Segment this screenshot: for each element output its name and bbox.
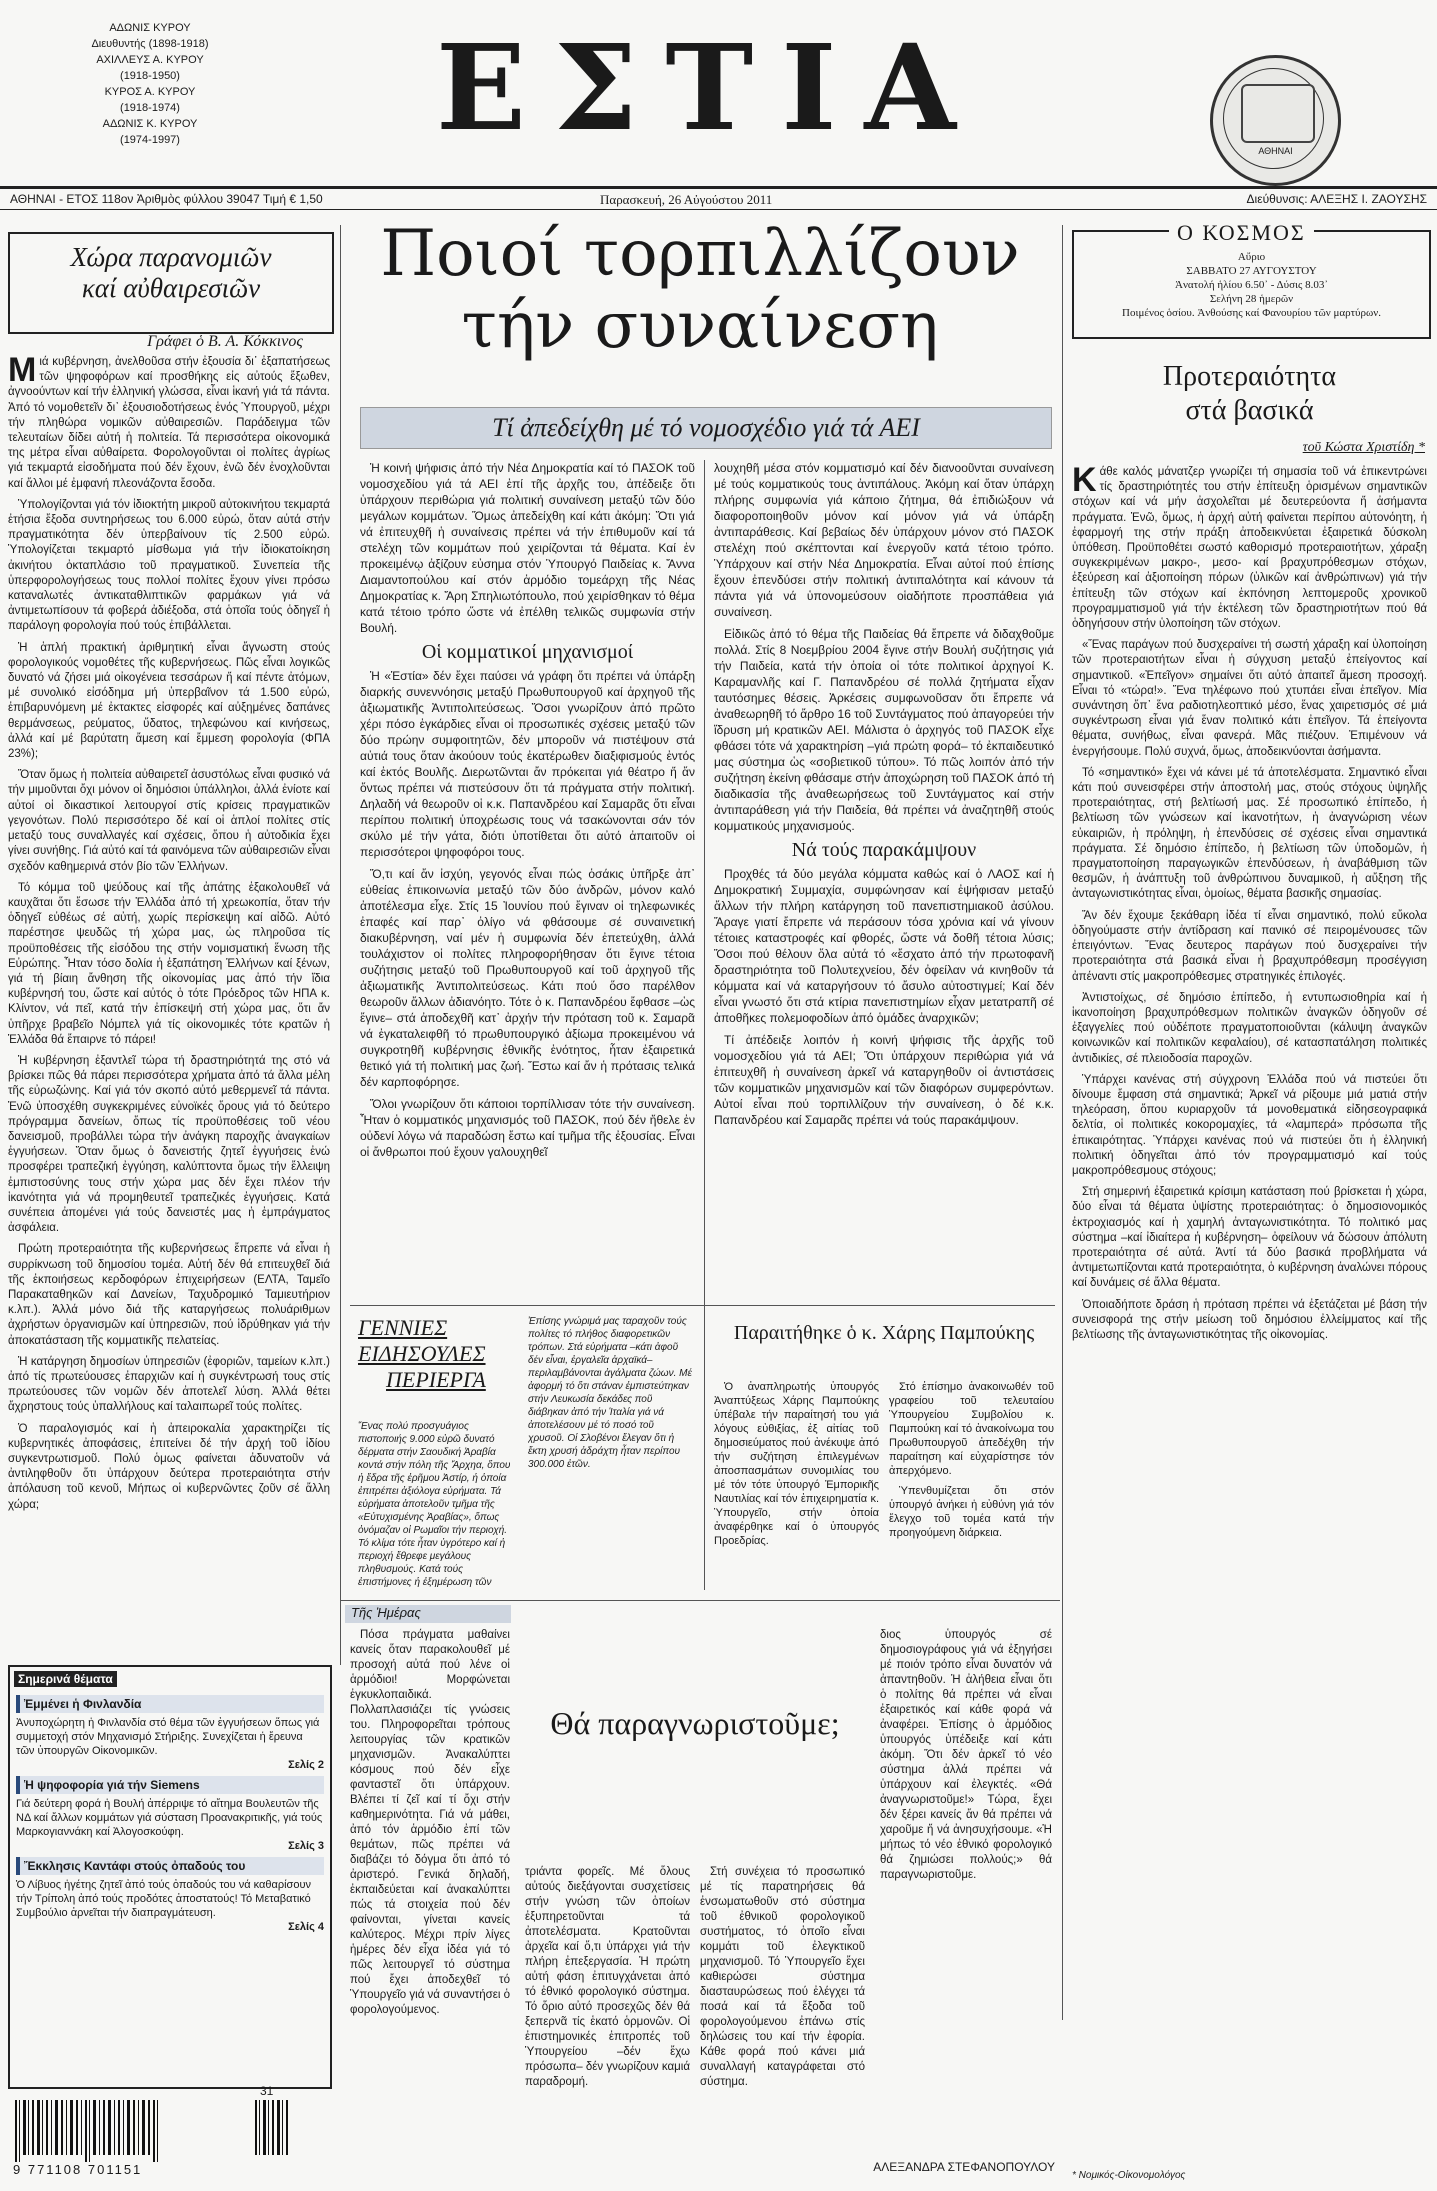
item-tag: Ἔκκλησις Καντάφι στούς ὀπαδούς του: [16, 1857, 324, 1875]
founder-line: ΑΧΙΛΛΕΥΣ Α. ΚΥΡΟΥ: [96, 54, 204, 66]
founder-line: ΑΔΩΝΙΣ Κ. ΚΥΡΟΥ: [102, 118, 198, 130]
paragraph: Ὁ παραλογισμός καί ἡ ἀπειροκαλία χαρακτηρίζει τίς κυβερνητικές ἀποφάσεις, ἐπιτείνει δέ τήν ἀρχή τοῦ ἰδίου συγκεντρωτισμοῦ. Πολύ ὁμως φαίνεται ἀδυνατοῦν νά ἀντιληφθοῦν ὅτι ὑπάρχουν δεύτερα προτεραιότητα στήν ἀπόλαυση τοῦ κενοῦ, Μήπως οἱ κυβερνῶντες ζοῦν σέ ἄλλη χώρα;: [8, 1422, 330, 1511]
gennies-title-1: ΓΕΝΝΙΕΣ: [358, 1315, 448, 1340]
paragraph: Εἰδικῶς ἀπό τό θέμα τῆς Παιδείας θά ἔπρεπε νά διδαχθοῦμε πολλά. Στίς 8 Νοεμβρίου 2004 ἔγινε στήν Βουλή συζήτησις γιά τήν Παιδεία, κατά τήν ὁποία οἱ τότε πολιτικοί ἀρχηγοί Κ. Καραμανλῆς καί Γ. Παπανδρέου σέ πολλά ζητήματα εἶχαν ταυτόσημες θέσεις. Ἀρκέσεις συμφωνοῦσαν ὅτι ἔπρεπε νά ἀναθεωρηθῆ τό ἄρθρο 16 τοῦ Συντάγματος πού ἀπαγορεύει τήν ἵδρυση μή κρατικῶν ΑΕΙ. Μάλιστα ὁ ἀρχηγός τοῦ ΠΑΣΟΚ εἶχε φθάσει τότε νά χαρακτηρίση –γιά πρώτη φορά– τό ἐκπαιδευτικό μας σύστημα ὡς «σοβιετικοῦ τύπου». Τό πῶς λοιπόν ἀπό τήν συζήτηση ἐκείνη φθάσαμε στήν ἀποχώρηση τοῦ ΠΑΣΟΚ ἀπό τή διαδικασία τῆς ἀναθεωρήσεως τοῦ Συντάγματος καί στήν ἀντιπαράθεση γιά τήν Παιδεία, θά πρέπει νά ἀναζητηθῆ στούς κομματικούς μηχανισμούς.: [714, 627, 1054, 833]
imeras-col-2: [525, 1865, 690, 2175]
simerina-title[interactable]: Σημερινά θέματα: [14, 1671, 117, 1687]
main-article-col-1: [360, 460, 695, 1320]
issue-number: ΑΘΗΝΑΙ - ΕΤΟΣ 118ον Ἀριθμὸς φύλλου 39047 Τιμή € 1,50: [10, 192, 323, 206]
simerina-box: [8, 1665, 332, 2089]
item-text: Ἀνυποχώρητη ἡ Φινλανδία στό θέμα τῶν ἐγγυήσεων ὅπως γιά συμμετοχή στόν Μηχανισμό Στήριξης. Συνεχίζεται ἡ ἔρευνα τῶν ὑπουργῶν Οἰκονομικῶν.: [16, 1717, 320, 1757]
paragraph: άθε καλός μάνατζερ γνωρίζει τή σημασία τοῦ νά ἐπικεντρώνει τίς δραστηριότητές του στήν ἐπίτευξη ὁρισμένων σημαντικῶν στόχων καί νά μήν ἀσχολεῖται μέ δευτερεύοντα ἤ ἀσήμαντα πράγματα. Ἐνῶ, ὅμως, ἡ ἀρχή αὐτή φαίνεται περίπου αὐτονόητη, ἡ ἐφαρμογή της στήν πράξη ἀποδεικνύεται ἐξαιρετικά δύσκολη ὑπόθεση. Προϋποθέτει σωστό καθορισμό προτεραιοτήτων, χάραξη συγκεκριμένων μακρο-, μεσο- καί βραχυπρόθεσμων στόχων, ἐξεύρεση καί ἀξιοποίηση πόρων (ὑλικῶν καί ἀνθρώπινων) γιά τήν ἐπίτευξη τῶν στόχων καί ἐκπόνηση λεπτομεροῦς χρονικοῦ προγραμματισμοῦ γιά τήν ἐκτέλεση τῶν δραστηριοτήτων πού θά ὁδηγήσουν στήν ὑλοποίηση τῶν στόχων.: [1072, 466, 1427, 631]
seal-word: ΑΘΗΝΑΙ: [1258, 146, 1293, 156]
right-article-footnote: * Νομικός-Οἰκονομολόγος: [1072, 2170, 1186, 2181]
left-article-title-2: καί αὐθαιρεσιῶν: [81, 273, 261, 303]
athena-seal-icon: [1210, 55, 1341, 186]
paragraph: Στό ἐπίσημο ἀνακοινωθέν τοῦ γραφείου τοῦ τελευταίου Ὑπουργείου Συμβολίου κ. Παμπούκη καί τό ἀνακοίνωμα του Πρωθυπουργοῦ ἀπεδέχθη τήν παραίτηση καί εὐχαρίστησε τόν ἀπερχόμενο.: [889, 1381, 1054, 1477]
imeras-col-4: [880, 1628, 1052, 2148]
paragraph: «Ἕνας παράγων πού δυσχεραίνει τή σωστή χάραξη καί ὑλοποίηση τῶν προτεραιοτήτων εἶναι ἡ σύγχυση μεταξύ ἐπείγοντος καί σημαντικοῦ. «Ἐπεῖγον» σημαίνει ὅτι αὐτό ἀπαιτεῖ ἄμεση προσοχή. Εἶναι τό «τώρα!». Ἕνα τηλέφωνο πού χτυπάει εἶναι ἐπεῖγον. Μία συνάντηση ὅπ᾽ ἕνα ραδιοτηλεοπτικό μέσο, ἕνας χαιρετισμός σέ μιά συγκέντρωση εἶναι γιά ἕναν πολιτικό κάτι ἐπεῖγον. Τά ἐπείγοντα θέματα, συνήθως, εἶναι φανερά. Μᾶς πιέζουν. Ἐπιμένουν νά ἐνεργήσουμε. Πολύ συχνά, ὅμως, ἀποδεικνύονται ἀσήμαντα.: [1072, 639, 1427, 758]
paragraph: Ἡ κατάργηση δημοσίων ὑπηρεσιῶν (ἐφοριῶν, ταμείων κ.λπ.) ἀπό τίς πρωτεύουσες ἐπαρχιῶν καί ἡ συγκέντρωσή τους στίς πρωτεύουσες τῶν νομῶν δέν ἀποτελεῖ λύση. Ἀλλά θέτει ἄχρηστους τούς ὑπαλλήλους καί ταλαιπωρεῖ τούς πολίτες.: [8, 1355, 330, 1414]
imeras-author: ΑΛΕΞΑΝΔΡΑ ΣΤΕΦΑΝΟΠΟΥΛΟΥ: [873, 2160, 1055, 2174]
kosmos-line: Αὔριο: [1237, 251, 1266, 263]
item-text: Ὁ Λίβυος ἡγέτης ζητεῖ ἀπό τούς ὀπαδούς του νά καθαρίσουν τήν Τρίπολη ἀπό τούς προδότες ἀποστατούς! Τό Μεταβατικό Συμβούλιο ἀρνεῖται τήν διαπραγμάτευση.: [16, 1879, 311, 1919]
pampoukis-title: Παραιτήθηκε ὁ κ. Χάρης Παμπούκης: [733, 1322, 1035, 1344]
left-article-byline: Γράφει ὁ Β. Α. Κόκκινος: [147, 333, 303, 350]
imeras-tag: Τῆς Ἡμέρας: [345, 1605, 511, 1623]
section-subhead: Οἱ κομματικοί μηχανισμοί: [421, 641, 634, 663]
simerina-item[interactable]: [16, 1695, 324, 1772]
gennies-col-1: Ἕνας πολύ προσγυάγιος πιστοποιής 9.000 εὐρῶ δυνατό δέρματα στήν Σαουδική Ἀραβία κοντά στήν πόλη τῆς Ἄρχηα, ὅπου ἡ ἕδρα τῆς ἐρῆμου Ἀστίρ, ἡ ὁποία ἐπιτρέπει ἀξιόλογα εὑρήματα. Τά εὑρήματα ἀποτελοῦν τμῆμα τῆς «Εὐτυχισμένης Ἀραβίας», ὅπως ὀνόμαζαν οἱ Ρωμαῖοι τήν περιοχή. Τό κλίμα τότε ἦταν ὑγρότερο καί ἡ περιοχή ἔθρεφε μεγάλους πληθυσμούς. Κατά τούς ἐπιστήμονες ἡ ἐξημέρωση τῶν: [358, 1421, 511, 1588]
headline-line-1: Ποιοί τορπιλλίζουν: [380, 217, 1020, 291]
director-name: Διεύθυνσις: ΑΛΕΞΗΣ Ι. ΖΑΟΥΣΗΣ: [1246, 192, 1427, 206]
left-article-title: Χώρα παρανομιῶν: [70, 242, 272, 272]
title-line: Προτεραιότητα: [1162, 361, 1337, 392]
paragraph: Ἀντιστοίχως, σέ δημόσιο ἐπίπεδο, ἡ εντυπωσιοθηρία καί ἡ ἱκανοποίηση βραχυπρόθεσμων πολιτικῶν ἀναγκῶν ὁδηγοῦν σέ ἐξαγγελίες πού οὐδέποτε πραγματοποιοῦνται (κάλυψη ἀναγκῶν κοινωνικῶν καί πολιτικῶν κεφαλαίου), σέ κατασπατάληση πολιτικές ἀντιδικίες, σέ πλειοδοσία παροχῶν.: [1072, 991, 1427, 1065]
kosmos-line: Ἀνατολή ἡλίου 6.50᾽ - Δύσις 8.03᾽: [1175, 279, 1328, 291]
title-line: στά βασικά: [1185, 395, 1314, 426]
paragraph: Ἄν δέν ἔχουμε ξεκάθαρη ἰδέα τί εἶναι σημαντικό, πολύ εὔκολα ὁδηγούμαστε στήν ἀντίδραση καί πανικό σέ πειρομένουσες τῶν ἐπειγόντων. Ἔνας δευτερος παράγων πού δυσχεραίνει τήν προτεραιότητα στά βασικά εἶναι ἡ βραχυπρόθεσμη προσέγγιση ἀπέναντι στίς μακροπρόθεσμες στρατηγικές ἐπιλογές.: [1072, 909, 1427, 983]
pampoukis-body: [714, 1380, 1054, 1590]
founder-line: (1974-1997): [120, 134, 180, 146]
paragraph: Ὁποιαδήποτε δράση ἡ πρόταση πρέπει νά ἐξετάζεται μέ βάση τήν συνεισφορά της στήν μείωση τοῦ δημόσιου ἐλλείμματος καί τῆς βελτίωσης τῆς ἀνταγωνιστικότητας τῆς οἰκονομίας.: [1072, 1298, 1427, 1341]
dropcap: Μ: [8, 355, 37, 389]
paragraph: Ἡ ἁπλή πρακτική ἀριθμητική εἶναι ἄγνωστη στούς φορολογικούς νομοθέτες τῆς κυβερνήσεως. Πῶς εἶναι λογικῶς δυνατό νά ζήσει μιά οἰκογένεια τεσσάρων ἤ καί πέντε ἀτόμων, μέ συνολικό εἰσόδημα μή ὑπερβαῖνον τά 1.500 εὐρώ, ἐπιβαρυνόμενη μέ ἐκτακτες εἰσφορές καί αὐξημένες δαπάνες θερμάνσεως, ρεύματος, ὕδατος, τηλεφώνου καί κινήσεως, ἀλλά καί μέ βαρύτατη ἄμεση καί ἔμμεση φορολογία (ΦΠΑ 23%);: [8, 641, 330, 761]
imeras-title: Θά παραγνωριστοῦμε;: [550, 1705, 840, 1741]
main-article-col-2: [714, 460, 1054, 1320]
right-article-byline: τοῦ Κώστα Χριστίδη *: [1302, 440, 1425, 455]
item-page: Σελίς 3: [288, 1840, 324, 1852]
paragraph: ιά κυβέρνηση, ἀνελθοῦσα στήν ἐξουσία δι᾽ ἐξαπατήσεως τῶν ψηφοφόρων καί προσθήκης εἰς αὐτούς ἔξωθεν, ἀγνοούντων καί τήν ἑλληνική γλώσσα, εἶναι ἱκανή γιά τά πάντα. Ἀπό τό νομοθετεῖν δι᾽ ἐξουσιοδοτήσεως ἑνός Ὑπουργοῦ, μέχρι τήν πληθώρα νομικῶν αὐθαιρεσιῶν. Παράδειγμα τῶν τελευταίων δίδει αὐτή ἡ πολιτεία. Τά περισσότερα οἰκονομικά της μέτρα εἶναι αὐθαίρετα. Φορολογοῦνται οἱ πολίτες ἀγρίως γιά τεκμαρτά εἰσοδήματα πού δέν ἔχουν, ἐνῶ δέν ἐνοχλοῦνται καί ἄλλοι μέ ἐμφανή πλεονάζοντα ἔσοδα.: [8, 356, 330, 490]
paragraph: Ὅλοι γνωρίζουν ὅτι κάποιοι τορπίλλισαν τότε τήν συναίνεση. Ἦταν ὁ κομματικός μηχανισμός τοῦ ΠΑΣΟΚ, πού δέν ἤθελε ἐν οὐδενί λόγω νά παραδώση ἔστω καί τμῆμα τῆς ἐξουσίας. Εἶναι οἱ ἄνθρωποι πού ἔχουν γαλουχηθεῖ: [360, 1097, 695, 1159]
imeras-col-1: [350, 1628, 510, 2173]
paragraph: Στή συνέχεια τό προσωπικό μέ τίς παρατηρήσεις θά ἐνσωματωθοῦν στό σύστημα τοῦ ἐθνικοῦ φορολογικοῦ συστήματος, τό ὁποῖο εἶναι κομμάτι τοῦ ἐλεγκτικοῦ μηχανισμοῦ. Τό Ὑπουργεῖο ἔχει καθιερώσει σύστημα διασταυρώσεως πού ἐλέγχει τά ποσά καί τά ἔξοδα τοῦ φορολογούμενου ἐπάνω στίς δηλώσεις του καί τήν ἐφορία. Κάθε φορά πού κάνει μιά συναλλαγή καταγράφεται στό σύστημα.: [700, 1866, 865, 2088]
paragraph: τριάντα φορεῖς. Μέ ὅλους αὐτούς διεξάγονται συσχετίσεις στήν γνώση τῶν ὁποίων ἐξυπηρετοῦνται τά ἀποτελέσματα. Κρατοῦνται ἀρχεῖα καί ὅ,τι ὑπάρχει γιά τήν πλήρη ἐπεξεργασία. Ἡ πρώτη αὐτή φάση ἐπιτυγχάνεται ἀπό τό ἐθνικό φορολογικό σύστημα. Τό ὅριο αὐτό προσεχῶς δέν θά ξεπερνᾶ τίς ἑκατό ὁρμονῶν. Οἱ ἐπιστημονικές ἐπιτροπές τοῦ Ὑπουργείου –δέν ἔχω πρόσωπα– δέν γνωρίζουν καμιά παραδρομή.: [525, 1866, 690, 2088]
main-headline: [350, 218, 1050, 362]
simerina-item[interactable]: [16, 1857, 324, 1934]
founder-line: ΚΥΡΟΣ Α. ΚΥΡΟΥ: [104, 86, 196, 98]
paragraph: Ὅ,τι καί ἄν ἰσχύη, γεγονός εἶναι πώς ὁσάκις ὑπῆρξε ἀπ᾽ εὐθείας ἐπικοινωνία μεταξύ τῶν δύο ἀνδρῶν, μόνον καλό ἀποτέλεσμα εἶχε. Στίς 15 Ἰουνίου πού ἔγιναν οἱ τηλεφωνικές ἐπαφές καί παρ᾽ ὀλίγο νά φθάσουμε σέ συναινετική διακυβέρνηση, ναί μέν ἡ συμφωνία δέν ἐπετεύχθη, ἀλλά τουλάχιστον οἱ πολίτες πληροφορήθησαν ὅτι ἔγινε τέτοια συζήτησις μεταξύ τοῦ Πρωθυπουργοῦ καί τοῦ ἀρχηγοῦ τῆς ἀξιωματικῆς Ἀντιπολιτεύσεως. Κάτι πού ὅσο παρέλθον θεωροῦν ἄλλων ἀδιανόητο. Τότε ὁ κ. Παπανδρέου ἔφθασε –ὡς ἔγινε– στά ἀποδεχθῆ κατ᾽ ἀρχήν τήν πρόταση τοῦ κ. Σαμαρᾶ νά ἐγκαταλειφθῆ τό πρωθυπουργικό ἀξίωμα προκειμένου νά συγκροτηθῆ κυβέρνησις ἐθνικῆς ἑνότητος, ἦταν ἐξαιρετικά θετικό γιά τή πολιτική μας ζωή. Ἔστω καί ἄν ἡ πρότασις τελικά δέν καρποφόρησε.: [360, 867, 695, 1089]
barcode-bars-icon: [5, 2100, 315, 2162]
gennies-heading: [358, 1315, 518, 1410]
barcode: [5, 2084, 315, 2180]
subheadline-bar: [360, 407, 1052, 449]
item-page: Σελίς 2: [288, 1759, 324, 1771]
paragraph: Προχθές τά δύο μεγάλα κόμματα καθώς καί ὁ ΛΑΟΣ καί ἡ Δημοκρατική Συμμαχία, συμφώνησαν καί ἐψήφισαν μεταξύ ἄλλων τήν πλήρη κατάργηση τοῦ πανεπιστημιακοῦ ἀσύλου. Ἄραγε γιατί ἔπρεπε νά περάσουν τόσα χρόνια καί νά γίνουν τέτοιες καταστροφές καί φθορές, ὥστε νά δοθῆ τέτοια λύσις; Ὅσοι πού θέλουν ὅλα αὐτά τό «ἔσχατο ἀπό τήν πρωτοφανῆ δραστηριότητα τοῦ Πολυτεχνείου, δέν ὀφείλαν νά κινηθοῦν τά κόμματα καί νά καταργήσουν τό ἄσυλο αὐτοστιγμεί; Καί δέν εἶναι γνωστό ὅτι στά κτίρια πανεπιστημίων εἶχαν μετατραπῆ σέ ἀποθῆκες πολεμοφοδίων ἀπό ὁμάδες ἀναρχικῶν;: [714, 867, 1054, 1025]
paragraph: Τό κόμμα τοῦ ψεύδους καί τῆς ἀπάτης ἐξακολουθεῖ νά καυχᾶται ὅτι ἔσωσε τήν Ἑλλάδα ἀπό τή χρεωκοπία, ὅταν τήν ὁδηγεῖ εὐθέως σέ αὐτή, χωρίς περίσκεψη καί αἰδῶ. Αὐτό παρέστησε ψευδῶς τή χώρα μας, ὡς πληροῦσα τίς προϋποθέσεις τῆς εἰσόδου της στήν νομισματική ἕνωση τῆς Εὐρώπης. Ἦταν τόσο δολία ἡ ἐξαπάτηση Ἑλλήνων καί ξένων, γιά τή βίαιη ἄνθηση τῆς οἰκονομίας μας ἀπό τήν ἴδια κυβέρνησή του, ὥστε καί αὐτός ὁ τότε Πρόεδρος τῶν ΗΠΑ κ. Κλίντον, νά πεῖ, κατά τήν ἐπίσκεψή στή χώρα μας, ὅτι ἄν ὑπῆρχε βραβεῖο Νόμπελ γιά τίς οἰκονομικές τότε κρατῶν ἡ Ἑλλάδα θά ἔπαιρνε τό πάρει!: [8, 881, 330, 1046]
paragraph: Ὁ ἀναπληρωτής ὑπουργός Ἀναπτύξεως Χάρης Παμπούκης ὑπέβαλε τήν παραίτησή του γιά λόγους εὐθιξίας, ἐξ αἰτίας τοῦ δημοσιεύματος πού ἀνέκυψε ἀπό τήν συζήτηση ἐπιλεγμένων ἀποσπασμάτων συνομιλίας του μέ τόν τότε ὑπουργό Ἐμπορικῆς Ναυτιλίας καί τόν ἐπιχειρηματία κ. Ὑπουργεῖο, στήν ὁποία ἀναφέρθηκε καί ὁ ὑπουργός Προεδρίας.: [714, 1381, 879, 1547]
paragraph: Ἡ «Ἑστία» δέν ἔχει παύσει νά γράφη ὅτι πρέπει νά ὑπάρξη διαρκής συνεννόησις μεταξύ Πρωθυπουργοῦ καί ἀρχηγοῦ τῆς ἀξιωματικῆς Ἀντιπολιτεύσεως. Ὅσοι γνωρίζουν ἀπό πρῶτο χέρι πόσο ἐγκάρδιες εἶναι οἱ προσωπικές σχέσεις μεταξύ τῶν δύο πρώην συμφοιτητῶν, δέν μποροῦν νά πιστέψουν στά αὐτιά τους ὅταν ἀκούουν τούς ἐκατέρωθεν διαξιφισμούς ἐντός καί ἐκτός Βουλῆς. Διερωτῶνται ἄν πρόκειται γιά θέατρο ἤ ἄν ὄντως πρέπει νά πιστεύσουν ὅτι τά πράγματα στήν πολιτική. Δηλαδή νά θεωροῦν οἱ κ.κ. Παπανδρέου καί Σαμαρᾶς ὅτι εἶναι περίπου πολιτική ὑποχρέωσις τους νά τσακώνονται σάν τόν σκύλο μέ τήν γάτα, διότι ὑποτίθεται ὅτι αὐτό ἀπαιτοῦν οἱ περισσότεροι ψηφοφόροι τους.: [360, 669, 695, 859]
issue-date: Παρασκευή, 26 Αὐγούστου 2011: [600, 192, 773, 207]
imeras-col-3: [700, 1865, 865, 2175]
paragraph: Ὑπολογίζονται γιά τόν ἰδιοκτήτη μικροῦ αὐτοκινήτου τεκμαρτά ἐτήσια ἔξοδα συντηρήσεως του 6.000 εὐρώ, ὅταν αὐτά στήν πραγματικότητα δέν ὑπερβαίνουν τίς 2.500 εὐρώ. Ὑπολογίζεται τεκμαρτό μίσθωμα γιά τήν ἰδιοκατοίκηση ἀκινήτου ὀκταπλάσιο τοῦ πραγματικοῦ. Συνεπεία τῆς ὑπερφορολογήσεως τους πολλοί πολίτες ἔχουν γίνει πρόσω καταναλωτές ἀντικαταθλιπτικῶν φαρμάκων γιά νά ἀντιμετωπίσουν τά φοβερά ἀδιέξοδα, στά ὁποῖα τούς ὁδηγεῖ ἡ παράλογη φορολογία πού τούς ἐπιβάλλεται.: [8, 498, 330, 633]
item-tag: Ἡ ψηφοφορία γιά τήν Siemens: [16, 1776, 324, 1794]
paragraph: Πρώτη προτεραιότητα τῆς κυβερνήσεως ἔπρεπε νά εἶναι ἡ συρρίκνωση τοῦ δημοσίου τομέα. Αὐτή δέν θά επιτευχθεῖ διά τῆς ἐκποιήσεως κερδοφόρων ἐπιχειρήσεων (ΕΛΤΑ, Ταμεῖο Παρακαταθηκῶν καί Δανείων, Ταχυδρομικό Ταμιευτήριον κ.λπ.). Ἀλλά μόνο διά τῆς καταργήσεως πολυάριθμων ἀχρήστων ὀργανισμῶν καί ὑπηρεσιῶν, πού ἱδρύθηκαν γιά τήν ἀποκατάσταση τῆς κομματικῆς πελατείας.: [8, 1243, 330, 1347]
simerina-item[interactable]: [16, 1776, 324, 1853]
paragraph: Στή σημερινή ἐξαιρετικά κρίσιμη κατάσταση πού βρίσκεται ἡ χώρα, δύο εἶναι τά θέματα ὑψίστης προτεραιότητας: ὁ δημοσιονομικός ἐκτροχιασμός καί ἡ χαμηλή ἀνταγωνιστικότητα. Τό πολιτικό μας σύστημα –καί ἰδιαίτερα ἡ κυβέρνηση– ὀφείλουν νά δώσουν ἀπόλυτη προτεραιότητα σέ αὐτά. Ἀντί τά δύο βασικά προβλήματα νά ἀντιμετωπίζονται κατά προτεραιότητα, ὁ κυβέρνηση ἀναλώνει πόρους καί δυνάμεις σέ ἄλλα θέματα.: [1072, 1186, 1427, 1290]
right-article-body: [1072, 465, 1427, 2165]
item-text: Γιά δεύτερη φορά ἡ Βουλή ἀπέρριψε τό αἴτημα Βουλευτῶν τῆς ΝΔ καί ἄλλων κομμάτων γιά σύσταση Προανακριτικῆς, γιά τούς Μαρκογιαννάκη καί Ἀλογοσκούφη.: [16, 1798, 323, 1838]
paragraph: Ἡ κυβέρνηση ἐξαντλεῖ τώρα τή δραστηριότητά της στό νά βρίσκει πῶς θά πάρει περισσότερα χρήματα ἀπό τά ἄλλα μέλη τῆς εὐρωζώνης. Καί γιά τόν σκοπό αὐτό μεθερμενεῖ τά πάντα. Ἐνῶ ὑποσχέθη συγκεκριμένες εὐνοϊκές ὅρους γιά τό δεύτερο πρόγραμμα δανείων, ὅπως τίς προϋποθέσεις τοῦ νέου δανεισμοῦ, προβάλλει τώρα τήν ἀνάγκη παροχῆς ἀναγκαίων ἐγγυήσεων. Ὅταν ὅμως ὁ δανειστής ζητεῖ ἐγγυήσεις ἐνώ προσφέρει τραπεζική ἐγγύηση, καλύπτοντα ὅμως τήν ἔλλειψη ἐμπιστοσύνης τους στήν χώρα μας δέν ἔχει πλέον τήν ἱκανότητα γιά νά προμηθευτεῖ τραπεζικές ἐγγυήσεις. Κατά συνέπεια ἀπομένει γιά τούς δανειστές μας ἡ ἐμπράγματος ἀσφάλεια.: [8, 1054, 330, 1235]
o-kosmos-title: Ο ΚΟΣΜΟΣ: [1169, 220, 1314, 246]
right-article-title: [1072, 360, 1427, 428]
gennies-title-2: ΕΙΔΗΣΟΥΛΕΣ: [358, 1341, 486, 1366]
item-tag: Ἐμμένει ἡ Φινλανδία: [16, 1695, 324, 1713]
left-article-body: [8, 355, 330, 1650]
o-kosmos-box: [1072, 220, 1431, 339]
gennies-col-2: Ἐπίσης γνώριμά μας ταραχοῦν τούς πολίτες τό πλήθος διαφορετικῶν τρόπων. Στά εὑρήματα –κάτι ἀφοῦ δέν εἶναι, ἐργαλεῖα ἀρχαϊκά– περιλαμβάνονται ἀγάλματα ζώων. Μέ ἀφορμή τό ὅτι στάναν ἐμπιστεύτηκαν στήν Λευκωσία δεκάδες ποῦ διάβηκαν ἀπό τήν Ἱταλία γιά νά ἀποτελέσουν μέ τό ποσό τοῦ χρυσοῦ. Οἱ Σλοβένοι ἔλεγαν ὅτι ἡ ἔκτη χρυσή ἀδράχτη ἦταν περίπου 300.000 ἐτῶν.: [528, 1316, 692, 1470]
founder-line: Διευθυντής (1898-1918): [91, 38, 209, 50]
paragraph: λουχηθῆ μέσα στόν κομματισμό καί δέν διανοοῦνται συναίνεση μέ τούς κομματικούς τους ἀντιπάλους. Ἀκόμη καί ὅταν ὑπάρχη πλήρης συμφωνία γιά κάποιο ζήτημα, θά ἐπιδιώξουν νά διαφοροποιηθοῦν μόνον καί μόνον γιά νά ὑπάρξη ἀντιπαράθεσις. Καί βεβαίως δέν ὑπάρχουν μόνον στό ΠΑΣΟΚ στελέχη πού σκέπτονται καί ἐνεργοῦν κατά τέτοιο τρόπο. Ὑπάρχουν καί στήν Νέα Δημοκρατία. Εἶναι αὐτοί πού ἐπίσης ἔχουν ἐπενδύσει στήν πολιτική ἀντιπαλότητα καί κάνουν τά πάντα γιά νά ὑπονομεύσουν οἱαδήποτε προσπάθεια γιά συναίνεση.: [714, 461, 1054, 619]
founder-line: (1918-1974): [120, 102, 180, 114]
paragraph: Ὑπενθυμίζεται ὅτι στόν ὑπουργό ἀνήκει ἡ εὐθύνη γιά τόν ἔλεγχο τοῦ τομέα κατά τήν προηγούμενη διάρκεια.: [889, 1485, 1054, 1539]
kosmos-line: Ποιμένος ὁσίου. Ἀνθούσης καί Φανουρίου τῶν μαρτύρων.: [1122, 307, 1381, 319]
left-article-title-box: [8, 232, 334, 334]
kosmos-line: ΣΑΒΒΑΤΟ 27 ΑΥΓΟΥΣΤΟΥ: [1186, 265, 1317, 277]
item-page: Σελίς 4: [288, 1921, 324, 1933]
founder-line: ΑΔΩΝΙΣ ΚΥΡΟΥ: [109, 22, 191, 34]
issue-info-bar: [0, 186, 1437, 210]
subheadline: Τί ἀπεδείχθη μέ τό νομοσχέδιο γιά τά ΑΕΙ: [492, 413, 920, 442]
kosmos-line: Σελήνη 28 ἡμερῶν: [1209, 293, 1294, 305]
barcode-number: 9 771108 701151: [13, 2162, 143, 2177]
section-subhead: Νά τούς παρακάμψουν: [791, 839, 977, 861]
founders-list: [60, 20, 240, 148]
founder-line: (1918-1950): [120, 70, 180, 82]
paragraph: Πόσα πράγματα μαθαίνει κανείς ὅταν παρακολουθεῖ μέ προσοχή αὐτά πού λένε οἱ ἁρμόδιοι! Μορφώνεται ἐγκυκλοπαιδικά. Πολλαπλασιάζει τίς γνώσεις του. Πληροφορεῖται τρόπους λειτουργίας τῶν κρατικῶν μηχανισμῶν. Ἀνακαλύπτει κόσμους πού δέν εἶχε φανταστεῖ ὅτι ὑπάρχουν. Βλέπει τί ζεῖ καί τί ὄχι στήν καθημερινότητα. Γιά νά μάθει, ἀπό τόν ἁρμόδιο ἐπί τῶν θεμάτων, πῶς πρέπει νά διαβάζει τό δόγμα ὅτι ἀπό τό ἀριστερό. Γενικά δηλαδή, ἐκπαιδεύεται καί ἀνακαλύπτει πώς τά στοιχεία πού δέν φαίνονται, γίνεται κανείς καλύτερος. Μέχρι πρίν λίγες ἡμέρες δέν εἶχα ἰδέα γιά τό πῶς λειτουργεῖ τό σύστημα πού ἔχει ἀποδεχθεῖ τό Ὑπουργεῖο γιά νά συναντήσει ὁ φορολογούμενος.: [350, 1629, 510, 2016]
headline-line-2: τήν συναίνεση: [461, 289, 939, 363]
paragraph: διος ὑπουργός σέ δημοσιογράφους γιά νά ἐξηγήσει μέ ποιόν τρόπο εἶναι δυνατόν νά ἀπαντηθοῦν. Ἡ ἀλήθεια εἶναι ὅτι ὁ πολίτης θά πρέπει νά εἶναι ἐξαιρετικός καί κάθε φορά νά ἀναφέρει. Ἐπίσης ὁ ἁρμόδιος ὑπουργός ὑπέδειξε καί κάτι ἀκόμη. Ὅτι δέν ἀρκεῖ τό νέο σύστημα ἀλλά πρέπει νά ὑπάρχουν καί ἐλεγκτές. «Θά ἀναγνωριστοῦμε!» Τώρα, ἔχει δέν ξέρει κανείς ἄν θά πρέπει νά χαροῦμε ἤ νά ἀνησυχήσουμε. «Ἡ μήπως τό νέο ἐθνικό φορολογικό θά ζημιώσει πολλούς;» θά παραγνωριστοῦμε.: [880, 1629, 1052, 1881]
newspaper-title: ΕΣΤΙΑ: [436, 18, 984, 157]
paragraph: Ὅταν ὅμως ἡ πολιτεία αὐθαιρετεῖ ἀσυστόλως εἶναι φυσικό νά τήν μιμοῦνται ὄχι μόνον οἱ δημόσιοι ὑπάλληλοι, ἀλλά ἐνίοτε καί αὐτοί οἱ δικαστικοί λειτουργοί στίς κρίσεις πραγματικῶν γεγονότων. Πολύ περισσότερο δέ καί οἱ ἁπλοί πολίτες στίς μεταξύ τους συναλλαγές καί σχέσεις, ὅπου ἡ αὐτοδικία ἔχει γίνει συνήθης. Γιά αὐτό καί τά φαινόμενα τῶν αὐθαιρεσιῶν εἶναι σχεδόν καθημερινά στόν βίο τῶν Ἑλλήνων.: [8, 769, 330, 873]
dropcap: Κ: [1072, 465, 1097, 499]
gennies-title-3: ΠΕΡΙΕΡΓΑ: [386, 1367, 486, 1392]
issue-code: 31: [260, 2084, 274, 2098]
paragraph: Ὑπάρχει κανένας στή σύγχρονη Ἑλλάδα πού νά πιστεύει ὅτι δίνουμε ἔμφαση στά σημαντικά; Ἀρκεῖ νά ρίξουμε μιά ματιά στήν τηλεόραση, ὅπου κυριαρχοῦν τά μονοθεματικά εἰδησεογραφικά δελτία, οἱ πολιτικές κοκορομαχίες, τά «λαμπερά» πρόσωπα τῆς ἐπικαιρότητας. Ὑπάρχει κανένας πού νά πιστεύει ὅτι ἡ ἑλληνική πολιτική ὁδηγεῖται ἀπό τόν προγραμματισμό καί τούς μακροπρόθεσμους στόχους;: [1072, 1073, 1427, 1177]
paragraph: Ἡ κοινή ψήφισις ἀπό τήν Νέα Δημοκρατία καί τό ΠΑΣΟΚ τοῦ νομοσχεδίου γιά τά ΑΕΙ ἐπί τῆς ἀρχῆς του, ἀπέδειξε ὅτι ὑπάρχουν περιθώρια γιά πολιτική συναίνεση μεταξύ τῶν δύο μεγάλων κομμάτων. Ὅμως ἀπεδείχθη καί κάτι ἀκόμη: Ὅτι γιά νά ἐπιτευχθῆ ἡ συναίνεσις πρέπει νά τήν ἐπιθυμοῦν καί τά στελέχη τῶν κομμάτων πού χειρίζονται τά θέματα. Καί ἐν προκειμένῳ ἀξίζουν εὐσημα στόν Ὑπουργό Παιδείας κ. Ἄννα Διαμαντοπούλου καί στόν ἁρμόδιο τομεάρχη τῆς Νέας Δημοκρατίας κ. Ἄρη Σπηλιωτόπουλο, πού χειρίσθηκαν τό θέμα κατά τέτοιο τρόπο ὥστε νά ἐπέλθη τελικῶς συμφωνία στήν Βουλή.: [360, 461, 695, 635]
paragraph: Τί ἀπέδειξε λοιπόν ἡ κοινή ψήφισις τῆς ἀρχῆς τοῦ νομοσχεδίου γιά τά ΑΕΙ; Ὅτι ὑπάρχουν περιθώρια γιά νά ἐπιτευχθῆ ἡ συναίνεση ἀρκεῖ νά καταργηθοῦν οἱ ἀντιστάσεις τῶν κομματικῶν μηχανισμῶν καί τῶν διαφόρων συμφερόντων. Αὐτοί εἶναι πού τορπιλλίζουν τήν συναίνεση, ὁ δέ κ.κ. Παπανδρέου καί Σαμαρᾶς πρέπει νά τούς παρακάμψουν.: [714, 1033, 1054, 1127]
paragraph: Τό «σημαντικό» ἔχει νά κάνει μέ τά ἀποτελέσματα. Σημαντικό εἶναι κάτι πού συνεισφέρει στήν ἀποστολή μας, στούς στόχους ὑψηλῆς προτεραιότητας, στή βελτίωσή μας. Σέ προσωπικό ἐπίπεδο, ἡ βελτίωση τῶν γνώσεων καί ἱκανοτήτων, ἡ ἀναγνώριση νέων εὐκαιριῶν, ἡ πρόληψη, ἡ ἐπενδύσεις σέ σχέσεις εἶναι σημαντικά πράγματα. Σέ δημόσιο ἐπίπεδο, ἡ βελτίωση τῶν ὑποδομῶν, ἡ πραγματοποίηση παραγωγικῶν ἐπενδύσεων, ἡ ἀναβάθμιση τῶν θεσμῶν, ἡ ἀνάπτυξη τοῦ ἀνθρώπινου δυναμικοῦ, ἡ αὔξηση τῆς ἀνταγωνιστικότητας εἶναι, ὁμοίως, θέματα βασικῆς σημασίας.: [1072, 766, 1427, 901]
